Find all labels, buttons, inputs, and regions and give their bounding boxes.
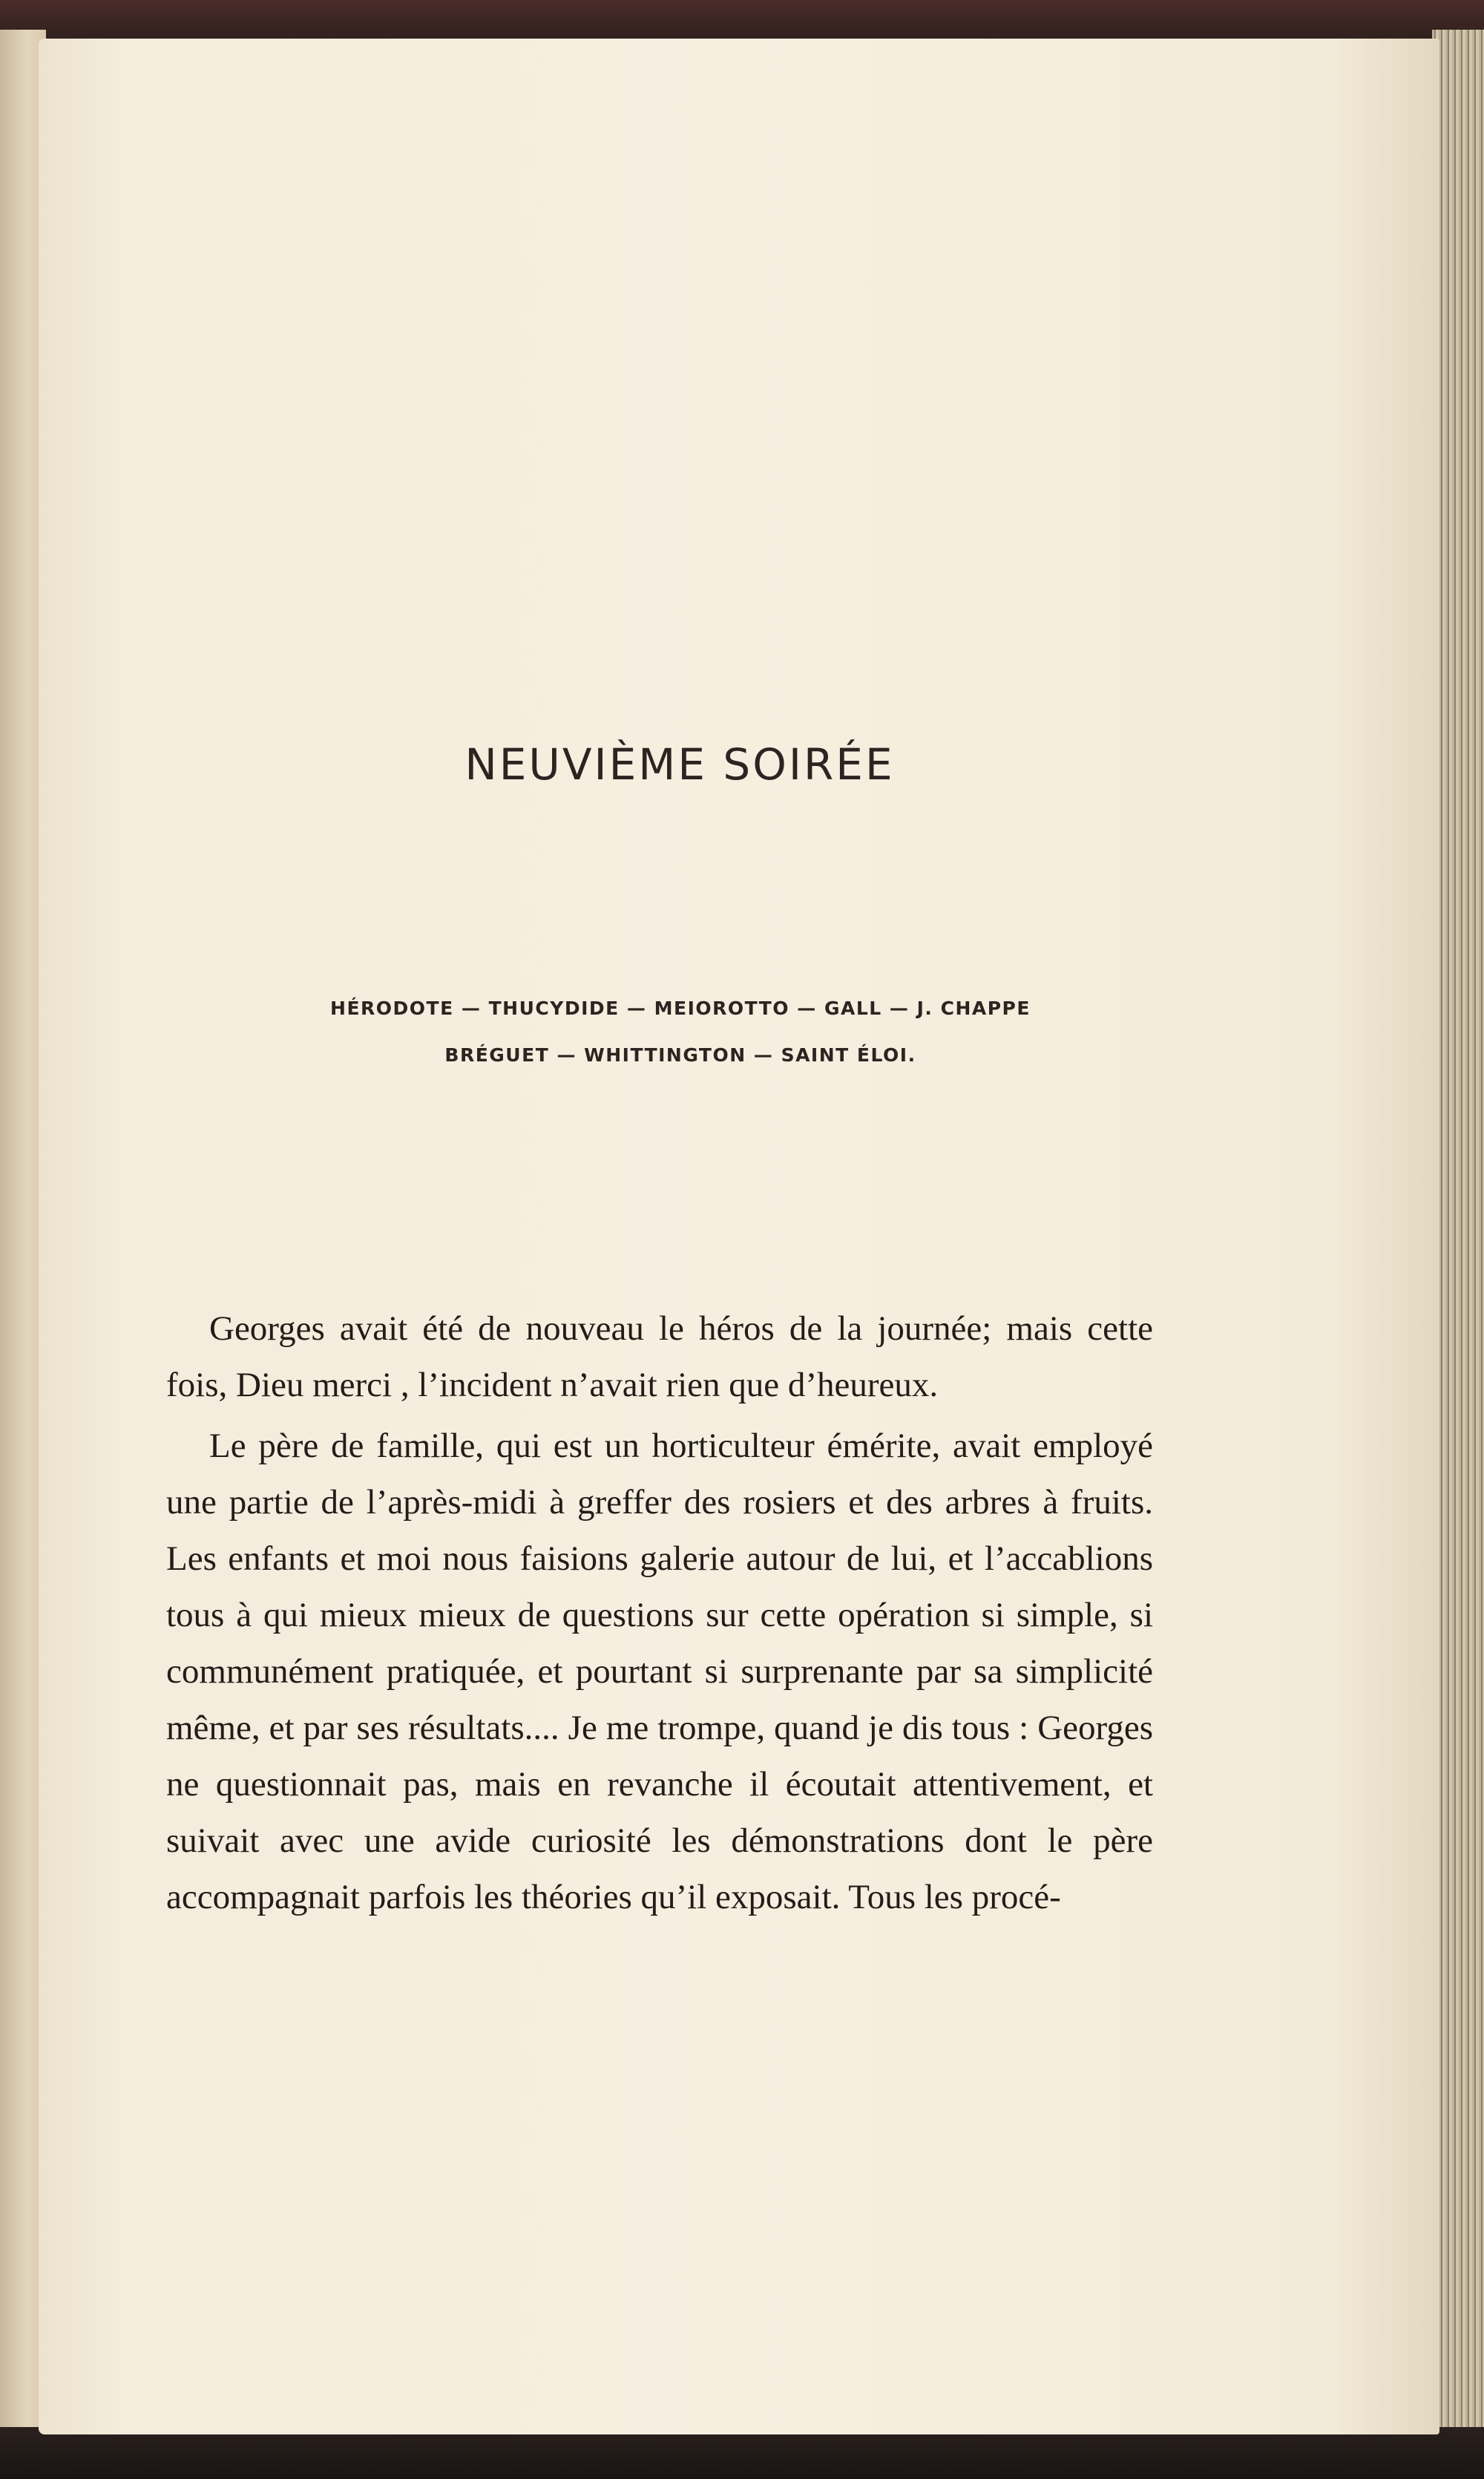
book-page bbox=[39, 39, 1439, 2434]
paragraph-2: Le père de famille, qui est un horticulteur émérite, avait employé une partie de l’après-midi à greffer des rosiers et des arbres à fruits. Les enfants et moi nous faisions galerie autour de lui, et l’accablions tous à qui mieux mieux de questions sur cette opération si simple, si communément pratiquée, et pourtant si surprenante par sa simplicité même, et par ses résultats.... Je me trompe, quand je dis tous : Georges ne questionnait pas, mais en revanche il écoutait attentivement, et suivait avec une avide curiosité les démonstrations dont le père accompagnait parfois les théories qu’il exposait. Tous les procé- bbox=[166, 1427, 1153, 1916]
book-cover-top bbox=[0, 0, 1484, 43]
book-cover-bottom bbox=[0, 2427, 1484, 2479]
subjects-line-2: BRÉGUET — WHITTINGTON — SAINT ÉLOI. bbox=[444, 1044, 916, 1066]
chapter-subjects bbox=[187, 985, 1174, 1078]
paragraph-1: Georges avait été de nouveau le héros de la journée; mais cette fois, Dieu merci , l’incident n’avait rien que d’heureux. bbox=[166, 1309, 1153, 1404]
body-text bbox=[166, 1300, 1153, 1925]
chapter-title: NEUVIÈME SOIRÉE bbox=[464, 739, 895, 790]
page-block-edge bbox=[1432, 30, 1484, 2449]
subjects-line-1: HÉRODOTE — THUCYDIDE — MEIOROTTO — GALL — J. CHAPPE bbox=[330, 998, 1031, 1019]
